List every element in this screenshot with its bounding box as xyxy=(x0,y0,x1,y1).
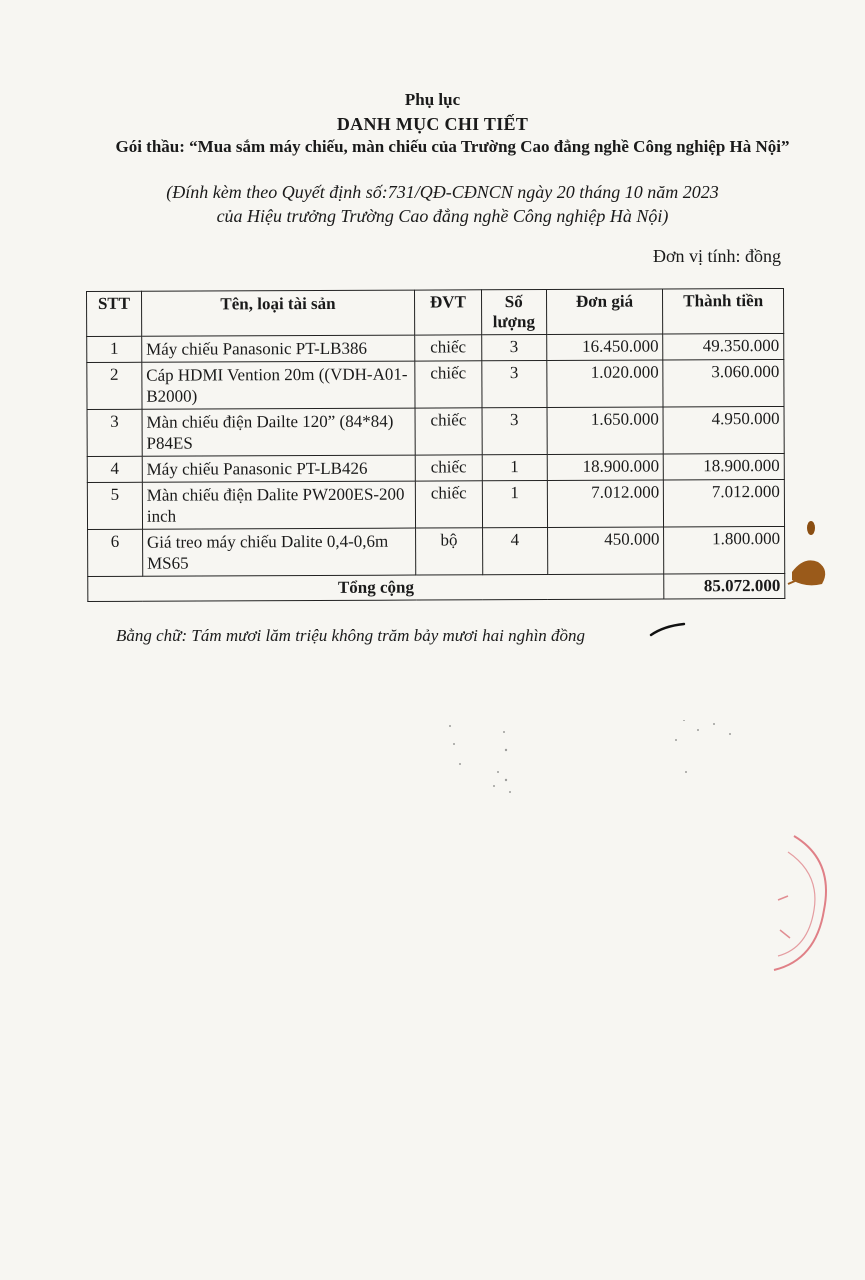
row-quantity: 3 xyxy=(482,407,547,454)
table-total-row xyxy=(88,573,785,601)
row-unit-price: 16.450.000 xyxy=(546,334,663,361)
appendix-heading: Phụ lục xyxy=(404,90,461,109)
row-stt: 1 xyxy=(87,336,142,362)
row-asset-name: Giá treo máy chiếu Dalite 0,4-0,6m MS65 xyxy=(142,528,415,576)
total-amount: 85.072.000 xyxy=(664,573,785,599)
red-seal-stamp xyxy=(764,830,836,980)
table-row xyxy=(87,333,784,362)
total-label: Tổng cộng xyxy=(88,574,664,602)
attachment-note-line1: (Đính kèm theo Quyết định số:731/QĐ-CĐNCN ngày 20 tháng 10 năm 2023 xyxy=(166,182,719,202)
row-asset-name: Cáp HDMI Vention 20m ((VDH-A01-B2000) xyxy=(142,361,415,409)
column-header-stt: STT xyxy=(87,291,142,336)
ink-stain xyxy=(784,512,832,594)
pen-stroke-mark xyxy=(648,620,688,640)
row-unit-price: 18.900.000 xyxy=(547,454,664,481)
row-asset-name: Màn chiếu điện Dailte 120” (84*84) P84ES xyxy=(142,408,415,456)
row-amount: 49.350.000 xyxy=(663,333,784,360)
row-unit: chiếc xyxy=(415,335,482,361)
column-header-unit-price: Đơn giá xyxy=(546,289,663,335)
row-stt: 4 xyxy=(87,456,142,482)
row-amount: 4.950.000 xyxy=(663,406,784,454)
row-amount: 3.060.000 xyxy=(663,359,784,407)
row-quantity: 1 xyxy=(482,480,547,527)
row-stt: 6 xyxy=(88,529,143,576)
table-row xyxy=(88,526,785,576)
row-asset-name: Máy chiếu Panasonic PT-LB426 xyxy=(142,455,415,482)
asset-table xyxy=(86,288,785,602)
package-title: Gói thầu: “Mua sắm máy chiếu, màn chiếu của Trường Cao đẳng nghề Công nghiệp Hà Nội” xyxy=(115,137,790,156)
amount-in-words: Bằng chữ: Tám mươi lăm triệu không trăm bảy mươi hai nghìn đồng xyxy=(116,626,586,645)
table-row xyxy=(87,453,784,482)
row-amount: 18.900.000 xyxy=(664,453,785,480)
row-unit-price: 7.012.000 xyxy=(547,480,664,528)
currency-unit-note: Đơn vị tính: đồng xyxy=(652,246,781,266)
row-amount: 7.012.000 xyxy=(664,479,785,527)
row-asset-name: Máy chiếu Panasonic PT-LB386 xyxy=(142,335,415,362)
row-unit: bộ xyxy=(416,528,483,575)
row-unit: chiếc xyxy=(415,481,482,528)
scan-speckles xyxy=(440,720,740,810)
column-header-name: Tên, loại tài sản xyxy=(141,290,414,336)
row-unit: chiếc xyxy=(415,455,482,481)
column-header-unit: ĐVT xyxy=(414,290,481,335)
row-quantity: 3 xyxy=(482,360,547,407)
row-quantity: 1 xyxy=(482,454,547,480)
row-unit-price: 450.000 xyxy=(547,527,664,575)
row-unit: chiếc xyxy=(415,361,482,408)
row-quantity: 4 xyxy=(482,527,547,574)
row-unit-price: 1.020.000 xyxy=(546,360,663,408)
row-stt: 2 xyxy=(87,362,142,409)
column-header-amount: Thành tiền xyxy=(663,288,784,334)
row-stt: 3 xyxy=(87,409,142,456)
table-header-row xyxy=(87,288,784,336)
table-row xyxy=(87,479,784,529)
table-row xyxy=(87,359,784,409)
document-title: DANH MỤC CHI TIẾT xyxy=(336,114,529,134)
row-unit: chiếc xyxy=(415,408,482,455)
row-unit-price: 1.650.000 xyxy=(547,407,664,455)
row-amount: 1.800.000 xyxy=(664,526,785,574)
attachment-note-line2: của Hiệu trưởng Trường Cao đẳng nghề Công nghiệp Hà Nội) xyxy=(216,206,669,226)
row-stt: 5 xyxy=(87,482,142,529)
column-header-quantity: Số lượng xyxy=(481,289,546,334)
table-row xyxy=(87,406,784,456)
row-quantity: 3 xyxy=(481,334,546,360)
row-asset-name: Màn chiếu điện Dalite PW200ES-200 inch xyxy=(142,481,415,529)
